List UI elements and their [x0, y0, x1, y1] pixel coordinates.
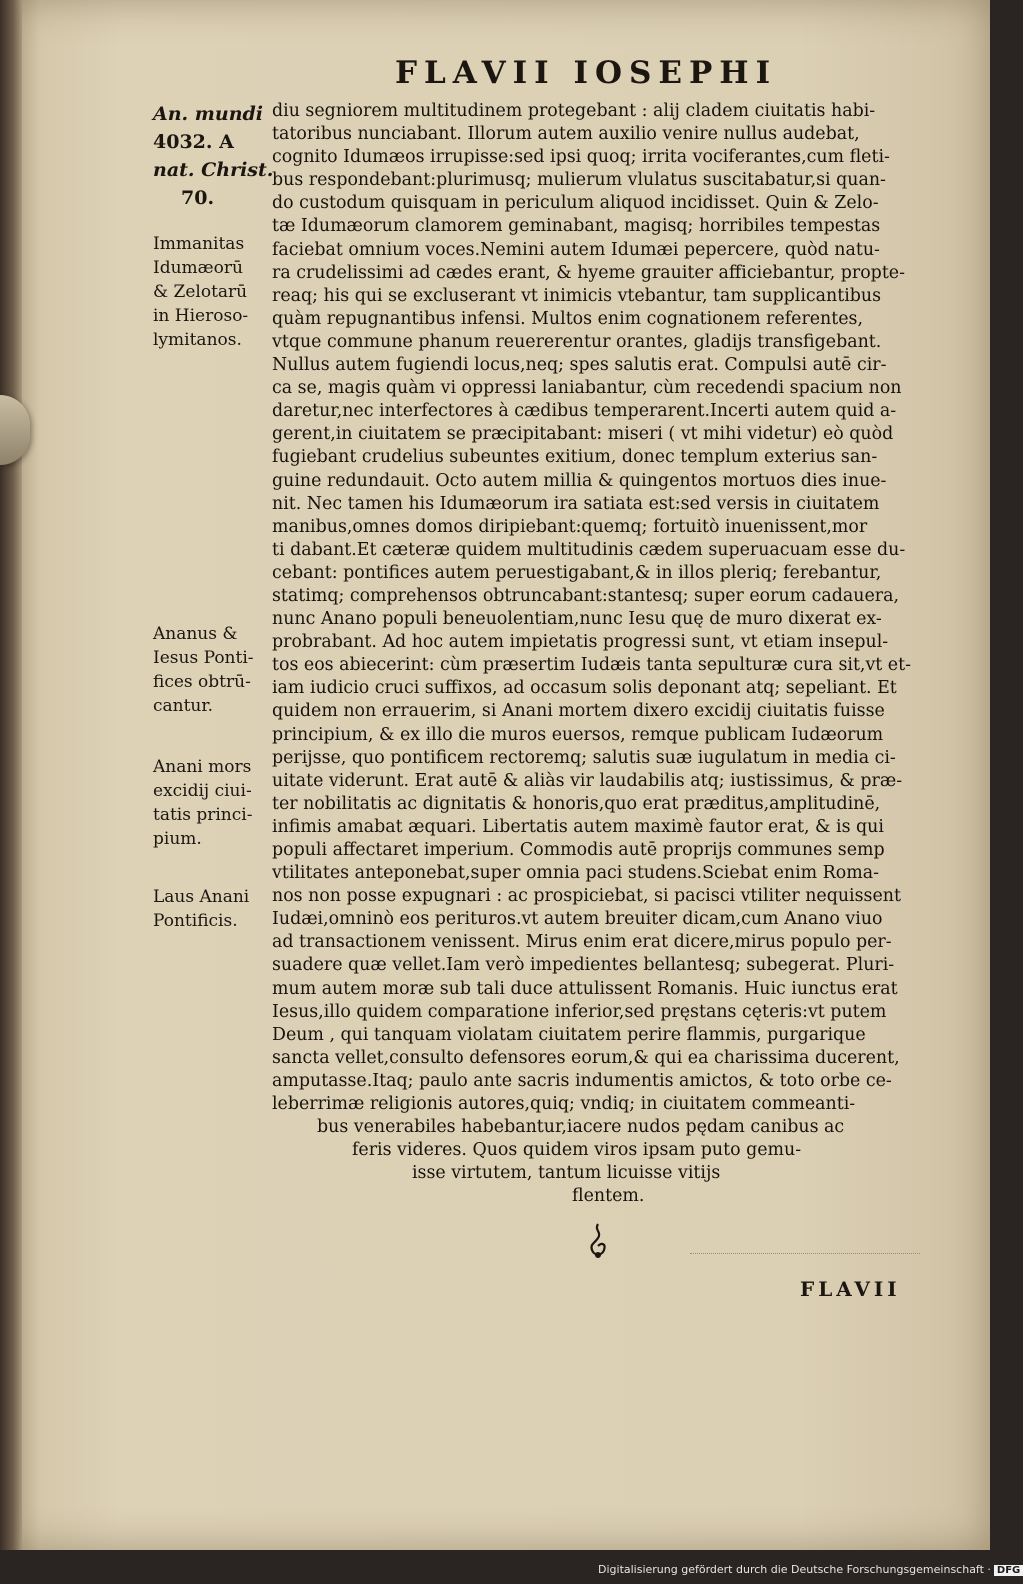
text-line: flentem. — [572, 1186, 645, 1207]
text-line: fugiebant crudelius subeuntes exitium, donec templum exterius san- — [272, 447, 878, 468]
text-line: mum autem moræ sub tali duce attulissent Romanis. Huic iunctus erat — [272, 978, 898, 999]
text-line: amputasse.Itaq; paulo ante sacris indumentis amictos, & toto orbe ce- — [272, 1070, 892, 1091]
text-line: sancta vellet,consulto defensores eorum,& qui ea charissima ducerent, — [272, 1047, 900, 1068]
margin-note-line: lymitanos. — [153, 330, 242, 350]
page-clip — [0, 395, 30, 465]
text-line: feris videres. Quos quidem viros ipsam puto gemu- — [352, 1140, 802, 1161]
text-line: Iesus,illo quidem comparatione inferior,sed pręstans cęteris:vt putem — [272, 1001, 887, 1022]
margin-date-line: 4032. A — [153, 131, 234, 153]
margin-note-immanitas — [153, 232, 273, 352]
text-line: diu segniorem multitudinem protegebant : alij cladem ciuitatis habi- — [272, 101, 876, 121]
text-line: quàm repugnantibus infensi. Multos enim cognationem referentes, — [272, 308, 863, 329]
main-text-block — [272, 100, 952, 1209]
text-line: principium, & ex illo die muros euersos, remque publicam Iudæorum — [272, 724, 884, 745]
text-line: leberrimæ religionis autores,quiq; vndiq; in ciuitatem commeanti- — [272, 1094, 856, 1115]
margin-note-line: cantur. — [153, 696, 214, 716]
text-line: nunc Anano populi beneuolentiam,nunc Iesu quę de muro dixerat ex- — [272, 609, 882, 630]
margin-note-laus-anani — [153, 885, 273, 933]
text-line: cebant: pontifices autem peruestigabant,& in illos pleriq; ferebantur, — [272, 562, 882, 583]
text-line: nit. Nec tamen his Idumæorum ira satiata est:sed versis in ciuitatem — [272, 493, 880, 514]
text-line: suadere quæ vellet.Iam verò impedientes bellantesq; subegerat. Pluri- — [272, 955, 895, 976]
text-line: bus venerabiles habebantur,iacere nudos pędam canibus ac — [317, 1117, 845, 1138]
margin-date-line: 70. — [181, 187, 215, 209]
text-line: Nullus autem fugiendi locus,neq; spes salutis erat. Compulsi autē cir- — [272, 355, 887, 376]
margin-note-anani-mors — [153, 755, 273, 851]
catchword: FLAVII — [800, 1277, 901, 1301]
text-line: vtque commune phanum reuererentur orantes, gladijs transfigebant. — [272, 331, 882, 352]
text-line: daretur,nec interfectores à cædibus temperarent.Incerti autem quid a- — [272, 401, 897, 422]
margin-note-line: Iesus Ponti- — [153, 648, 254, 668]
text-line: faciebat omnium voces.Nemini autem Idumæi pepercere, quòd natu- — [272, 239, 880, 260]
text-line: reaq; his qui se excluserant vt inimicis vtebantur, tam supplicantibus — [272, 285, 882, 306]
text-line: bus respondebant:plurimusq; mulierum vlulatus suscitabatur,si quan- — [272, 170, 886, 191]
text-line: nos non posse expugnari : ac prospiciebat, si pacisci vtiliter nequissent — [272, 886, 901, 907]
text-line: quidem non errauerim, si Anani mortem dixero excidij ciuitatis fuisse — [272, 701, 885, 722]
margin-note-line: & Zelotarū — [153, 282, 248, 302]
dfg-logo: DFG — [994, 1565, 1023, 1576]
text-line: populi affectaret imperium. Commodis autē proprijs communes semp — [272, 840, 885, 860]
text-line: uitate viderunt. Erat autē & aliàs vir laudabilis atq; iustissimus, & præ- — [272, 770, 903, 791]
text-line: cognito Idumæos irrupisse:sed ipsi quoq; irrita vociferantes,cum fleti- — [272, 147, 890, 168]
margin-note-line: tatis princi- — [153, 805, 253, 825]
text-line: tatoribus nunciabant. Illorum autem auxilio venire nullus audebat, — [272, 124, 860, 145]
margin-note-ananus — [153, 622, 273, 718]
margin-note-line: Laus Anani — [153, 887, 250, 907]
text-line: tæ Idumæorum clamorem geminabant, magisq; horribiles tempestas — [272, 216, 881, 237]
margin-date-line: An. mundi — [153, 103, 264, 125]
page-divider — [690, 1253, 920, 1256]
credit-text: Digitalisierung gefördert durch die Deutsche Forschungsgemeinschaft · — [598, 1563, 991, 1576]
margin-note-line: in Hieroso- — [153, 306, 249, 326]
margin-note-line: Immanitas — [153, 234, 245, 254]
text-line: probrabant. Ad hoc autem impietatis progressi sunt, vt etiam insepul- — [272, 632, 889, 653]
fleuron-ornament-icon — [586, 1222, 610, 1262]
margin-note-line: fices obtrū- — [153, 672, 251, 692]
book-spine — [0, 0, 22, 1550]
text-line: Iudæi,omninò eos perituros.vt autem breuiter dicam,cum Anano viuo — [272, 909, 883, 930]
text-line: infimis amabat æquari. Libertatis autem maximè fautor erat, & is qui — [272, 816, 884, 837]
margin-date-line: nat. Christ. — [153, 159, 274, 181]
margin-date-note — [153, 100, 278, 212]
text-line: ad transactionem venissent. Mirus enim erat dicere,mirus populo per- — [272, 932, 892, 953]
text-line: ti dabant.Et cæteræ quidem multitudinis cædem superuacuam esse du- — [272, 539, 906, 560]
margin-note-line: excidij ciui- — [153, 781, 252, 801]
text-line: guine redundauit. Octo autem millia & quingentos mortuos dies inue- — [272, 470, 887, 491]
margin-note-line: Anani mors — [153, 757, 252, 777]
text-line: gerent,in ciuitatem se præcipitabant: miseri ( vt mihi videtur) eò quòd — [272, 424, 894, 445]
text-line: ra crudelissimi ad cædes erant, & hyeme grauiter afficiebantur, propte- — [272, 262, 905, 283]
text-line: isse virtutem, tantum licuisse vitijs — [412, 1163, 721, 1184]
margin-note-line: Idumæorū — [153, 258, 243, 278]
text-line: tos eos abiecerint: cùm præsertim Iudæis tanta sepulturæ cura sit,vt et- — [272, 655, 911, 676]
digitization-credit — [598, 1563, 1023, 1576]
text-line: manibus,omnes domos diripiebant:quemq; fortuitò inuenissent,mor — [272, 516, 868, 537]
text-line: Deum , qui tanquam violatam ciuitatem perire flammis, purgarique — [272, 1024, 866, 1045]
text-line: statimq; comprehensos obtruncabant:stantesq; super eorum cadauera, — [272, 585, 899, 606]
margin-note-line: Ananus & — [153, 624, 238, 644]
text-line: perijsse, quo pontificem rectoremq; salutis suæ iugulatum in media ci- — [272, 747, 896, 768]
text-line: do custodum quisquam in periculum aliquod incidisset. Quin & Zelo- — [272, 193, 879, 214]
margin-note-line: pium. — [153, 829, 202, 849]
margin-note-line: Pontificis. — [153, 911, 238, 931]
text-line: ter nobilitatis ac dignitatis & honoris,quo erat præditus,amplitudinē, — [272, 793, 881, 814]
text-line: ca se, magis quàm vi oppressi laniabantur, cùm recedendi spacium non — [272, 378, 902, 399]
text-line: vtilitates anteponebat,super omnia paci studens.Sciebat enim Roma- — [272, 863, 879, 884]
text-line: iam iudicio cruci suffixos, ad occasum solis deponant atq; sepeliant. Et — [272, 678, 897, 699]
running-title: FLAVII IOSEPHI — [395, 55, 778, 91]
